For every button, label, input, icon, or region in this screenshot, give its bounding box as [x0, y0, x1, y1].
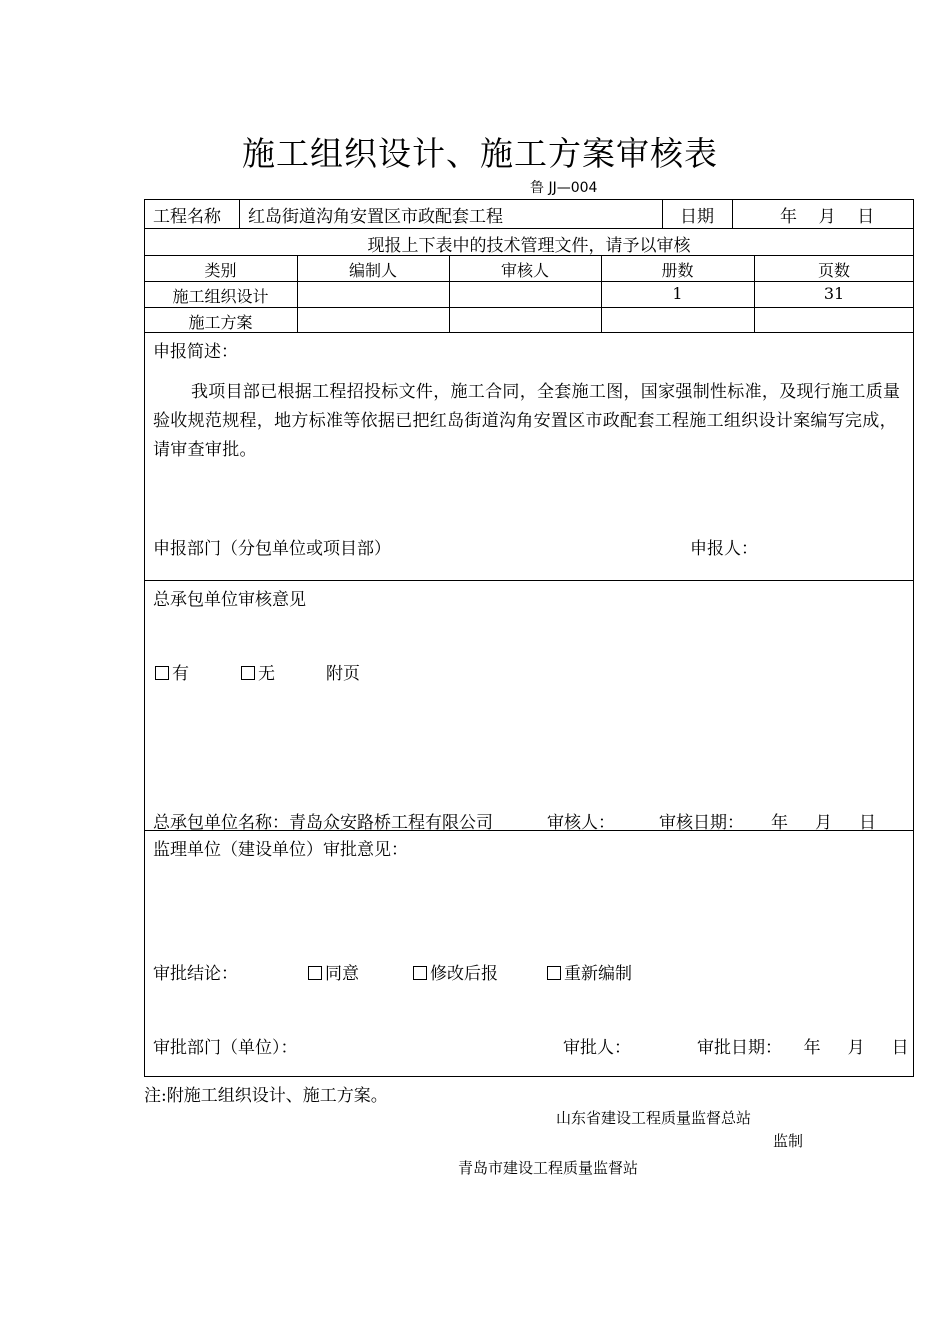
- project-label: 工程名称: [153, 207, 221, 227]
- approver-label: 审批人：: [563, 1038, 631, 1058]
- option-no[interactable]: [241, 659, 275, 684]
- row1-category: 施工组织设计: [172, 287, 269, 306]
- contractor-name-line: 总承包单位名称：青岛众安路桥工程有限公司: [153, 813, 493, 833]
- option-no-label: 无: [258, 664, 275, 684]
- option-yes-label: 有: [172, 664, 189, 684]
- project-name: 红岛街道沟角安置区市政配套工程: [248, 207, 503, 227]
- notice-text: 现报上下表中的技术管理文件，请予以审核: [367, 236, 691, 256]
- col-divider: [662, 199, 663, 228]
- col-header-reviewer: 审核人: [500, 261, 549, 280]
- col-divider: [239, 199, 240, 228]
- row-divider: [144, 281, 914, 282]
- applicant-label: 申报人：: [690, 539, 758, 559]
- approval-dept-label: 审批部门（单位）：: [153, 1038, 298, 1058]
- row-divider: [144, 307, 914, 308]
- checkbox-icon[interactable]: [413, 966, 427, 980]
- option-agree[interactable]: [308, 959, 359, 984]
- form-code: 鲁 JJ—004: [530, 180, 598, 196]
- option-revise-label: 修改后报: [430, 964, 498, 984]
- option-redo-label: 重新编制: [564, 964, 632, 984]
- footer-org1-suffix: 监制: [773, 1132, 804, 1150]
- option-redo[interactable]: [547, 959, 632, 984]
- contractor-review-date: 审核日期： 年 月 日: [659, 813, 877, 833]
- col-header-volumes: 册数: [661, 261, 694, 280]
- date-value: 年 月 日: [780, 207, 875, 227]
- section-divider: [144, 580, 914, 581]
- checkbox-icon[interactable]: [547, 966, 561, 980]
- application-body: 我项目部已根据工程招投标文件，施工合同，全套施工图，国家强制性标准，及现行施工质量验收规范规程，地方标准等依据已把红岛街道沟角安置区市政配套工程施工组织设计案编写完成，请审查审批。: [153, 382, 901, 460]
- footer-org1: 山东省建设工程质量监督总站: [556, 1109, 752, 1127]
- application-dept-label: 申报部门（分包单位或项目部）: [153, 539, 391, 559]
- checkbox-icon[interactable]: [155, 666, 169, 680]
- row1-pages: 31: [823, 284, 845, 303]
- application-heading: 申报简述：: [153, 342, 238, 362]
- option-agree-label: 同意: [325, 964, 359, 984]
- contractor-reviewer-label: 审核人：: [547, 813, 615, 833]
- col-header-category: 类别: [204, 261, 237, 280]
- col-header-author: 编制人: [348, 261, 397, 280]
- row1-volumes: 1: [672, 284, 683, 303]
- date-label: 日期: [680, 207, 714, 227]
- checkbox-icon[interactable]: [308, 966, 322, 980]
- option-revise[interactable]: [413, 959, 498, 984]
- row2-category: 施工方案: [188, 313, 253, 332]
- row-divider: [144, 228, 914, 229]
- col-divider: [732, 199, 733, 228]
- footer-org2: 青岛市建设工程质量监督站: [458, 1159, 639, 1177]
- checkbox-icon[interactable]: [241, 666, 255, 680]
- conclusion-label: 审批结论：: [153, 964, 238, 984]
- supervisor-heading: 监理单位（建设单位）审批意见：: [153, 840, 408, 860]
- footer-note: 注:附施工组织设计、施工方案。: [144, 1086, 388, 1106]
- contractor-heading: 总承包单位审核意见: [153, 590, 306, 610]
- approval-date: 审批日期： 年 月 日: [697, 1038, 909, 1058]
- col-header-pages: 页数: [817, 261, 850, 280]
- option-yes[interactable]: [155, 659, 189, 684]
- attachment-label: 附页: [326, 664, 360, 684]
- form-title: 施工组织设计、施工方案审核表: [242, 134, 718, 173]
